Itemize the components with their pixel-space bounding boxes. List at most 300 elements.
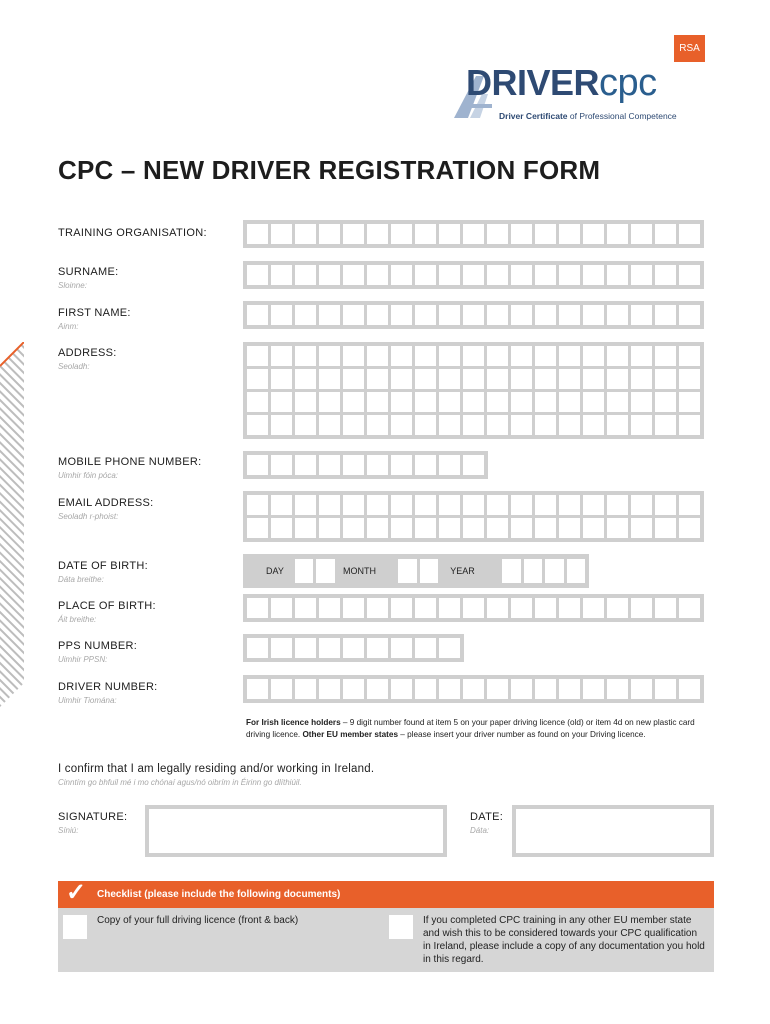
grid-cell[interactable] [247,598,268,618]
grid-cell[interactable] [607,518,628,538]
grid-cell[interactable] [343,305,364,325]
grid-cell[interactable] [415,346,436,366]
grid-cell[interactable] [679,495,700,515]
grid-cell[interactable] [487,392,508,412]
grid-cell[interactable] [487,224,508,244]
logo-subtitle [499,111,677,121]
grid-cell[interactable] [583,305,604,325]
grid-cell[interactable] [391,415,412,435]
training-org-input[interactable] [243,220,704,248]
grid-cell[interactable] [631,518,652,538]
grid-cell[interactable] [319,346,340,366]
note-irish-text: – 9 digit number found at item 5 on your paper driving licence (old) or item 4d on new plastic card driving licence. [246,718,695,739]
grid-cell[interactable] [295,495,316,515]
grid-cell[interactable] [271,369,292,389]
grid-cell[interactable] [607,305,628,325]
grid-cell[interactable] [295,369,316,389]
grid-cell[interactable] [535,224,556,244]
grid-cell[interactable] [583,369,604,389]
grid-cell[interactable] [679,305,700,325]
grid-cell[interactable] [583,265,604,285]
grid-cell[interactable] [511,415,532,435]
grid-cell[interactable] [271,638,292,658]
mobile-input[interactable] [243,451,488,479]
grid-cell[interactable] [679,598,700,618]
grid-cell[interactable] [247,305,268,325]
grid-cell[interactable] [511,346,532,366]
grid-cell[interactable] [247,495,268,515]
grid-cell[interactable] [559,415,580,435]
grid-cell[interactable] [343,265,364,285]
grid-cell[interactable] [319,224,340,244]
grid-cell[interactable] [367,369,388,389]
signature-area[interactable] [149,809,443,853]
grid-cell[interactable] [655,346,676,366]
grid-cell[interactable] [271,392,292,412]
grid-cell[interactable] [367,346,388,366]
dob-month-cell-1[interactable] [398,559,416,583]
grid-cell[interactable] [343,415,364,435]
grid-cell[interactable] [487,305,508,325]
pps-input[interactable] [243,634,464,662]
grid-cell[interactable] [439,415,460,435]
email-irish-label: Seoladh r-phoist: [58,512,119,521]
grid-cell[interactable] [655,415,676,435]
grid-cell[interactable] [367,495,388,515]
dob-month-cell-2[interactable] [420,559,438,583]
grid-cell[interactable] [295,518,316,538]
checkmark-icon: ✓ [66,879,87,906]
grid-cell[interactable] [391,518,412,538]
grid-cell[interactable] [343,369,364,389]
note-irish-bold: For Irish licence holders [246,718,341,727]
grid-cell[interactable] [559,369,580,389]
grid-cell[interactable] [631,598,652,618]
grid-cell[interactable] [679,392,700,412]
grid-cell[interactable] [295,265,316,285]
grid-cell[interactable] [415,495,436,515]
grid-cell[interactable] [343,638,364,658]
grid-cell[interactable] [247,638,268,658]
grid-row [247,518,700,538]
grid-cell[interactable] [631,679,652,699]
grid-cell[interactable] [295,392,316,412]
grid-cell[interactable] [655,392,676,412]
grid-cell[interactable] [295,305,316,325]
grid-cell[interactable] [367,679,388,699]
grid-cell[interactable] [535,305,556,325]
grid-row [247,369,700,389]
grid-cell[interactable] [559,495,580,515]
dob-input[interactable] [243,554,589,588]
grid-cell[interactable] [655,265,676,285]
grid-cell[interactable] [487,495,508,515]
dob-day-cell-1[interactable] [295,559,313,583]
grid-cell[interactable] [655,679,676,699]
grid-cell[interactable] [463,392,484,412]
grid-cell[interactable] [439,265,460,285]
grid-cell[interactable] [535,598,556,618]
grid-cell[interactable] [271,518,292,538]
address-irish-label: Seoladh: [58,362,90,371]
grid-cell[interactable] [607,598,628,618]
grid-cell[interactable] [271,455,292,475]
grid-cell[interactable] [391,638,412,658]
grid-cell[interactable] [535,518,556,538]
grid-cell[interactable] [559,679,580,699]
grid-cell[interactable] [295,415,316,435]
grid-cell[interactable] [631,392,652,412]
grid-cell[interactable] [463,369,484,389]
grid-cell[interactable] [583,679,604,699]
grid-cell[interactable] [655,598,676,618]
logo-sub-rest: of Professional Competence [567,111,677,121]
grid-cell[interactable] [487,369,508,389]
grid-cell[interactable] [415,679,436,699]
grid-cell[interactable] [295,679,316,699]
grid-cell[interactable] [415,392,436,412]
grid-cell[interactable] [535,346,556,366]
grid-cell[interactable] [559,346,580,366]
grid-row [247,638,460,658]
date-label-group [470,811,503,835]
grid-cell[interactable] [583,415,604,435]
grid-cell[interactable] [247,265,268,285]
grid-cell[interactable] [415,305,436,325]
grid-cell[interactable] [319,369,340,389]
grid-cell[interactable] [583,224,604,244]
grid-cell[interactable] [679,265,700,285]
grid-cell[interactable] [679,346,700,366]
dob-year-cell-1[interactable] [502,559,520,583]
grid-cell[interactable] [319,455,340,475]
grid-cell[interactable] [607,346,628,366]
date-area[interactable] [516,809,710,853]
grid-cell[interactable] [487,679,508,699]
email-label: EMAIL ADDRESS: [58,497,154,509]
grid-cell[interactable] [535,392,556,412]
grid-cell[interactable] [391,346,412,366]
grid-cell[interactable] [583,495,604,515]
grid-cell[interactable] [439,346,460,366]
driver-number-label-group [58,681,158,705]
grid-row [247,392,700,412]
grid-cell[interactable] [295,224,316,244]
grid-cell[interactable] [295,455,316,475]
grid-cell[interactable] [439,598,460,618]
grid-cell[interactable] [631,224,652,244]
grid-cell[interactable] [631,369,652,389]
grid-cell[interactable] [487,346,508,366]
grid-cell[interactable] [271,224,292,244]
grid-cell[interactable] [607,265,628,285]
grid-cell[interactable] [439,224,460,244]
grid-cell[interactable] [415,598,436,618]
grid-cell[interactable] [463,455,484,475]
pob-irish-label: Áit breithe: [58,615,97,624]
grid-cell[interactable] [535,265,556,285]
grid-cell[interactable] [271,495,292,515]
grid-cell[interactable] [391,224,412,244]
signature-field[interactable] [145,805,447,857]
dob-irish-label: Dáta breithe: [58,575,104,584]
grid-cell[interactable] [319,638,340,658]
grid-cell[interactable] [679,518,700,538]
grid-cell[interactable] [391,598,412,618]
grid-cell[interactable] [367,518,388,538]
grid-cell[interactable] [463,679,484,699]
grid-cell[interactable] [343,598,364,618]
dob-day-cell-2[interactable] [316,559,334,583]
pob-label: PLACE OF BIRTH: [58,600,156,612]
grid-cell[interactable] [607,415,628,435]
grid-cell[interactable] [367,415,388,435]
grid-cell[interactable] [583,392,604,412]
grid-cell[interactable] [511,679,532,699]
grid-cell[interactable] [655,305,676,325]
grid-cell[interactable] [319,265,340,285]
grid-cell[interactable] [607,224,628,244]
first-name-input[interactable] [243,301,704,329]
grid-cell[interactable] [343,346,364,366]
grid-cell[interactable] [679,679,700,699]
grid-cell[interactable] [535,415,556,435]
grid-cell[interactable] [295,638,316,658]
dob-year-cell-2[interactable] [524,559,542,583]
grid-cell[interactable] [247,224,268,244]
grid-cell[interactable] [511,224,532,244]
grid-cell[interactable] [439,392,460,412]
grid-cell[interactable] [631,346,652,366]
dob-year-cell-3[interactable] [545,559,563,583]
address-label: ADDRESS: [58,347,117,359]
grid-cell[interactable] [559,392,580,412]
grid-cell[interactable] [439,679,460,699]
grid-cell[interactable] [463,224,484,244]
address-label-group [58,347,117,371]
grid-row [247,415,700,435]
grid-cell[interactable] [439,638,460,658]
grid-cell[interactable] [511,305,532,325]
grid-cell[interactable] [511,495,532,515]
checklist-checkbox-eu-training[interactable] [389,915,413,939]
surname-input[interactable] [243,261,704,289]
grid-cell[interactable] [319,598,340,618]
grid-cell[interactable] [535,679,556,699]
grid-cell[interactable] [415,638,436,658]
grid-cell[interactable] [487,265,508,285]
driver-number-label: DRIVER NUMBER: [58,681,158,693]
grid-cell[interactable] [559,518,580,538]
driver-cpc-logo [466,64,657,102]
grid-cell[interactable] [535,369,556,389]
grid-cell[interactable] [247,415,268,435]
grid-cell[interactable] [607,495,628,515]
grid-row [247,679,700,699]
grid-cell[interactable] [247,392,268,412]
dob-year-label: YEAR [450,566,475,576]
grid-cell[interactable] [463,495,484,515]
grid-cell[interactable] [559,224,580,244]
grid-cell[interactable] [559,305,580,325]
grid-cell[interactable] [607,369,628,389]
grid-row [247,346,700,366]
grid-cell[interactable] [679,224,700,244]
grid-cell[interactable] [391,455,412,475]
grid-cell[interactable] [511,265,532,285]
grid-cell[interactable] [631,305,652,325]
grid-cell[interactable] [631,495,652,515]
grid-cell[interactable] [631,265,652,285]
grid-cell[interactable] [343,224,364,244]
grid-cell[interactable] [439,455,460,475]
grid-cell[interactable] [535,495,556,515]
grid-cell[interactable] [271,679,292,699]
residency-confirmation: I confirm that I am legally residing and/or working in Ireland. [58,763,375,775]
grid-cell[interactable] [391,369,412,389]
date-field[interactable] [512,805,714,857]
grid-cell[interactable] [391,495,412,515]
grid-cell[interactable] [607,392,628,412]
grid-cell[interactable] [463,415,484,435]
grid-cell[interactable] [247,369,268,389]
grid-cell[interactable] [511,518,532,538]
grid-cell[interactable] [487,598,508,618]
checklist-checkbox-licence[interactable] [63,915,87,939]
first-name-irish-label: Ainm: [58,322,79,331]
grid-cell[interactable] [271,305,292,325]
grid-cell[interactable] [295,346,316,366]
dob-year-cell-4[interactable] [567,559,585,583]
signature-label-group [58,811,127,835]
dob-label-group [58,560,148,584]
grid-cell[interactable] [247,679,268,699]
grid-cell[interactable] [679,369,700,389]
grid-cell[interactable] [367,392,388,412]
grid-cell[interactable] [631,415,652,435]
grid-cell[interactable] [391,265,412,285]
grid-cell[interactable] [391,392,412,412]
grid-cell[interactable] [511,392,532,412]
signature-label: SIGNATURE: [58,811,128,823]
driver-number-irish-label: Uimhir Tiomána: [58,696,117,705]
first-name-label: FIRST NAME: [58,307,131,319]
grid-cell[interactable] [607,679,628,699]
grid-cell[interactable] [295,598,316,618]
grid-cell[interactable] [343,392,364,412]
grid-row [247,455,484,475]
grid-cell[interactable] [583,346,604,366]
grid-cell[interactable] [319,415,340,435]
checklist-body [58,908,714,972]
grid-cell[interactable] [367,455,388,475]
grid-cell[interactable] [463,305,484,325]
grid-cell[interactable] [463,518,484,538]
driver-number-input[interactable] [243,675,704,703]
grid-row [247,495,700,515]
grid-cell[interactable] [655,224,676,244]
grid-cell[interactable] [559,598,580,618]
grid-cell[interactable] [271,265,292,285]
grid-cell[interactable] [247,455,268,475]
grid-cell[interactable] [247,346,268,366]
grid-cell[interactable] [415,369,436,389]
grid-cell[interactable] [319,518,340,538]
grid-cell[interactable] [319,679,340,699]
grid-cell[interactable] [367,598,388,618]
grid-cell[interactable] [271,415,292,435]
grid-cell[interactable] [415,415,436,435]
address-input[interactable] [243,342,704,439]
grid-cell[interactable] [511,598,532,618]
grid-cell[interactable] [463,265,484,285]
grid-cell[interactable] [511,369,532,389]
training-org-label: TRAINING ORGANISATION: [58,227,207,239]
grid-cell[interactable] [679,415,700,435]
grid-cell[interactable] [415,455,436,475]
pps-label: PPS NUMBER: [58,640,138,652]
grid-cell[interactable] [439,305,460,325]
grid-cell[interactable] [655,495,676,515]
grid-cell[interactable] [247,518,268,538]
grid-cell[interactable] [487,415,508,435]
dob-month-label: MONTH [342,566,376,576]
grid-cell[interactable] [271,346,292,366]
grid-cell[interactable] [415,224,436,244]
grid-cell[interactable] [655,369,676,389]
checklist-item-eu-training: If you completed CPC training in any other EU member state and wish this to be considered towards your CPC qualification in Ireland, please include a copy of any documentation you hold in this regard. [423,915,705,965]
grid-cell[interactable] [583,598,604,618]
grid-cell[interactable] [319,392,340,412]
grid-cell[interactable] [439,495,460,515]
grid-cell[interactable] [583,518,604,538]
dob-day-label: DAY [266,566,284,576]
grid-cell[interactable] [367,265,388,285]
grid-cell[interactable] [343,455,364,475]
grid-cell[interactable] [319,305,340,325]
grid-cell[interactable] [367,224,388,244]
grid-cell[interactable] [391,305,412,325]
grid-cell[interactable] [271,598,292,618]
grid-cell[interactable] [367,305,388,325]
grid-cell[interactable] [439,369,460,389]
page-title: CPC – NEW DRIVER REGISTRATION FORM [58,155,601,185]
note-eu-bold: Other EU member states [302,730,398,739]
grid-cell[interactable] [463,346,484,366]
hatch-decoration [0,342,24,707]
grid-cell[interactable] [439,518,460,538]
grid-cell[interactable] [415,265,436,285]
checklist-header [58,881,714,908]
pob-input[interactable] [243,594,704,622]
surname-label: SURNAME: [58,266,119,278]
grid-cell[interactable] [367,638,388,658]
grid-cell[interactable] [343,679,364,699]
grid-cell[interactable] [655,518,676,538]
grid-cell[interactable] [559,265,580,285]
grid-cell[interactable] [487,518,508,538]
checklist-item-licence: Copy of your full driving licence (front & back) [97,915,299,926]
grid-cell[interactable] [343,518,364,538]
grid-cell[interactable] [319,495,340,515]
email-input[interactable] [243,491,704,542]
rsa-label: RSA [679,43,700,54]
grid-cell[interactable] [415,518,436,538]
mobile-label: MOBILE PHONE NUMBER: [58,456,202,468]
grid-cell[interactable] [391,679,412,699]
grid-cell[interactable] [343,495,364,515]
grid-cell[interactable] [463,598,484,618]
